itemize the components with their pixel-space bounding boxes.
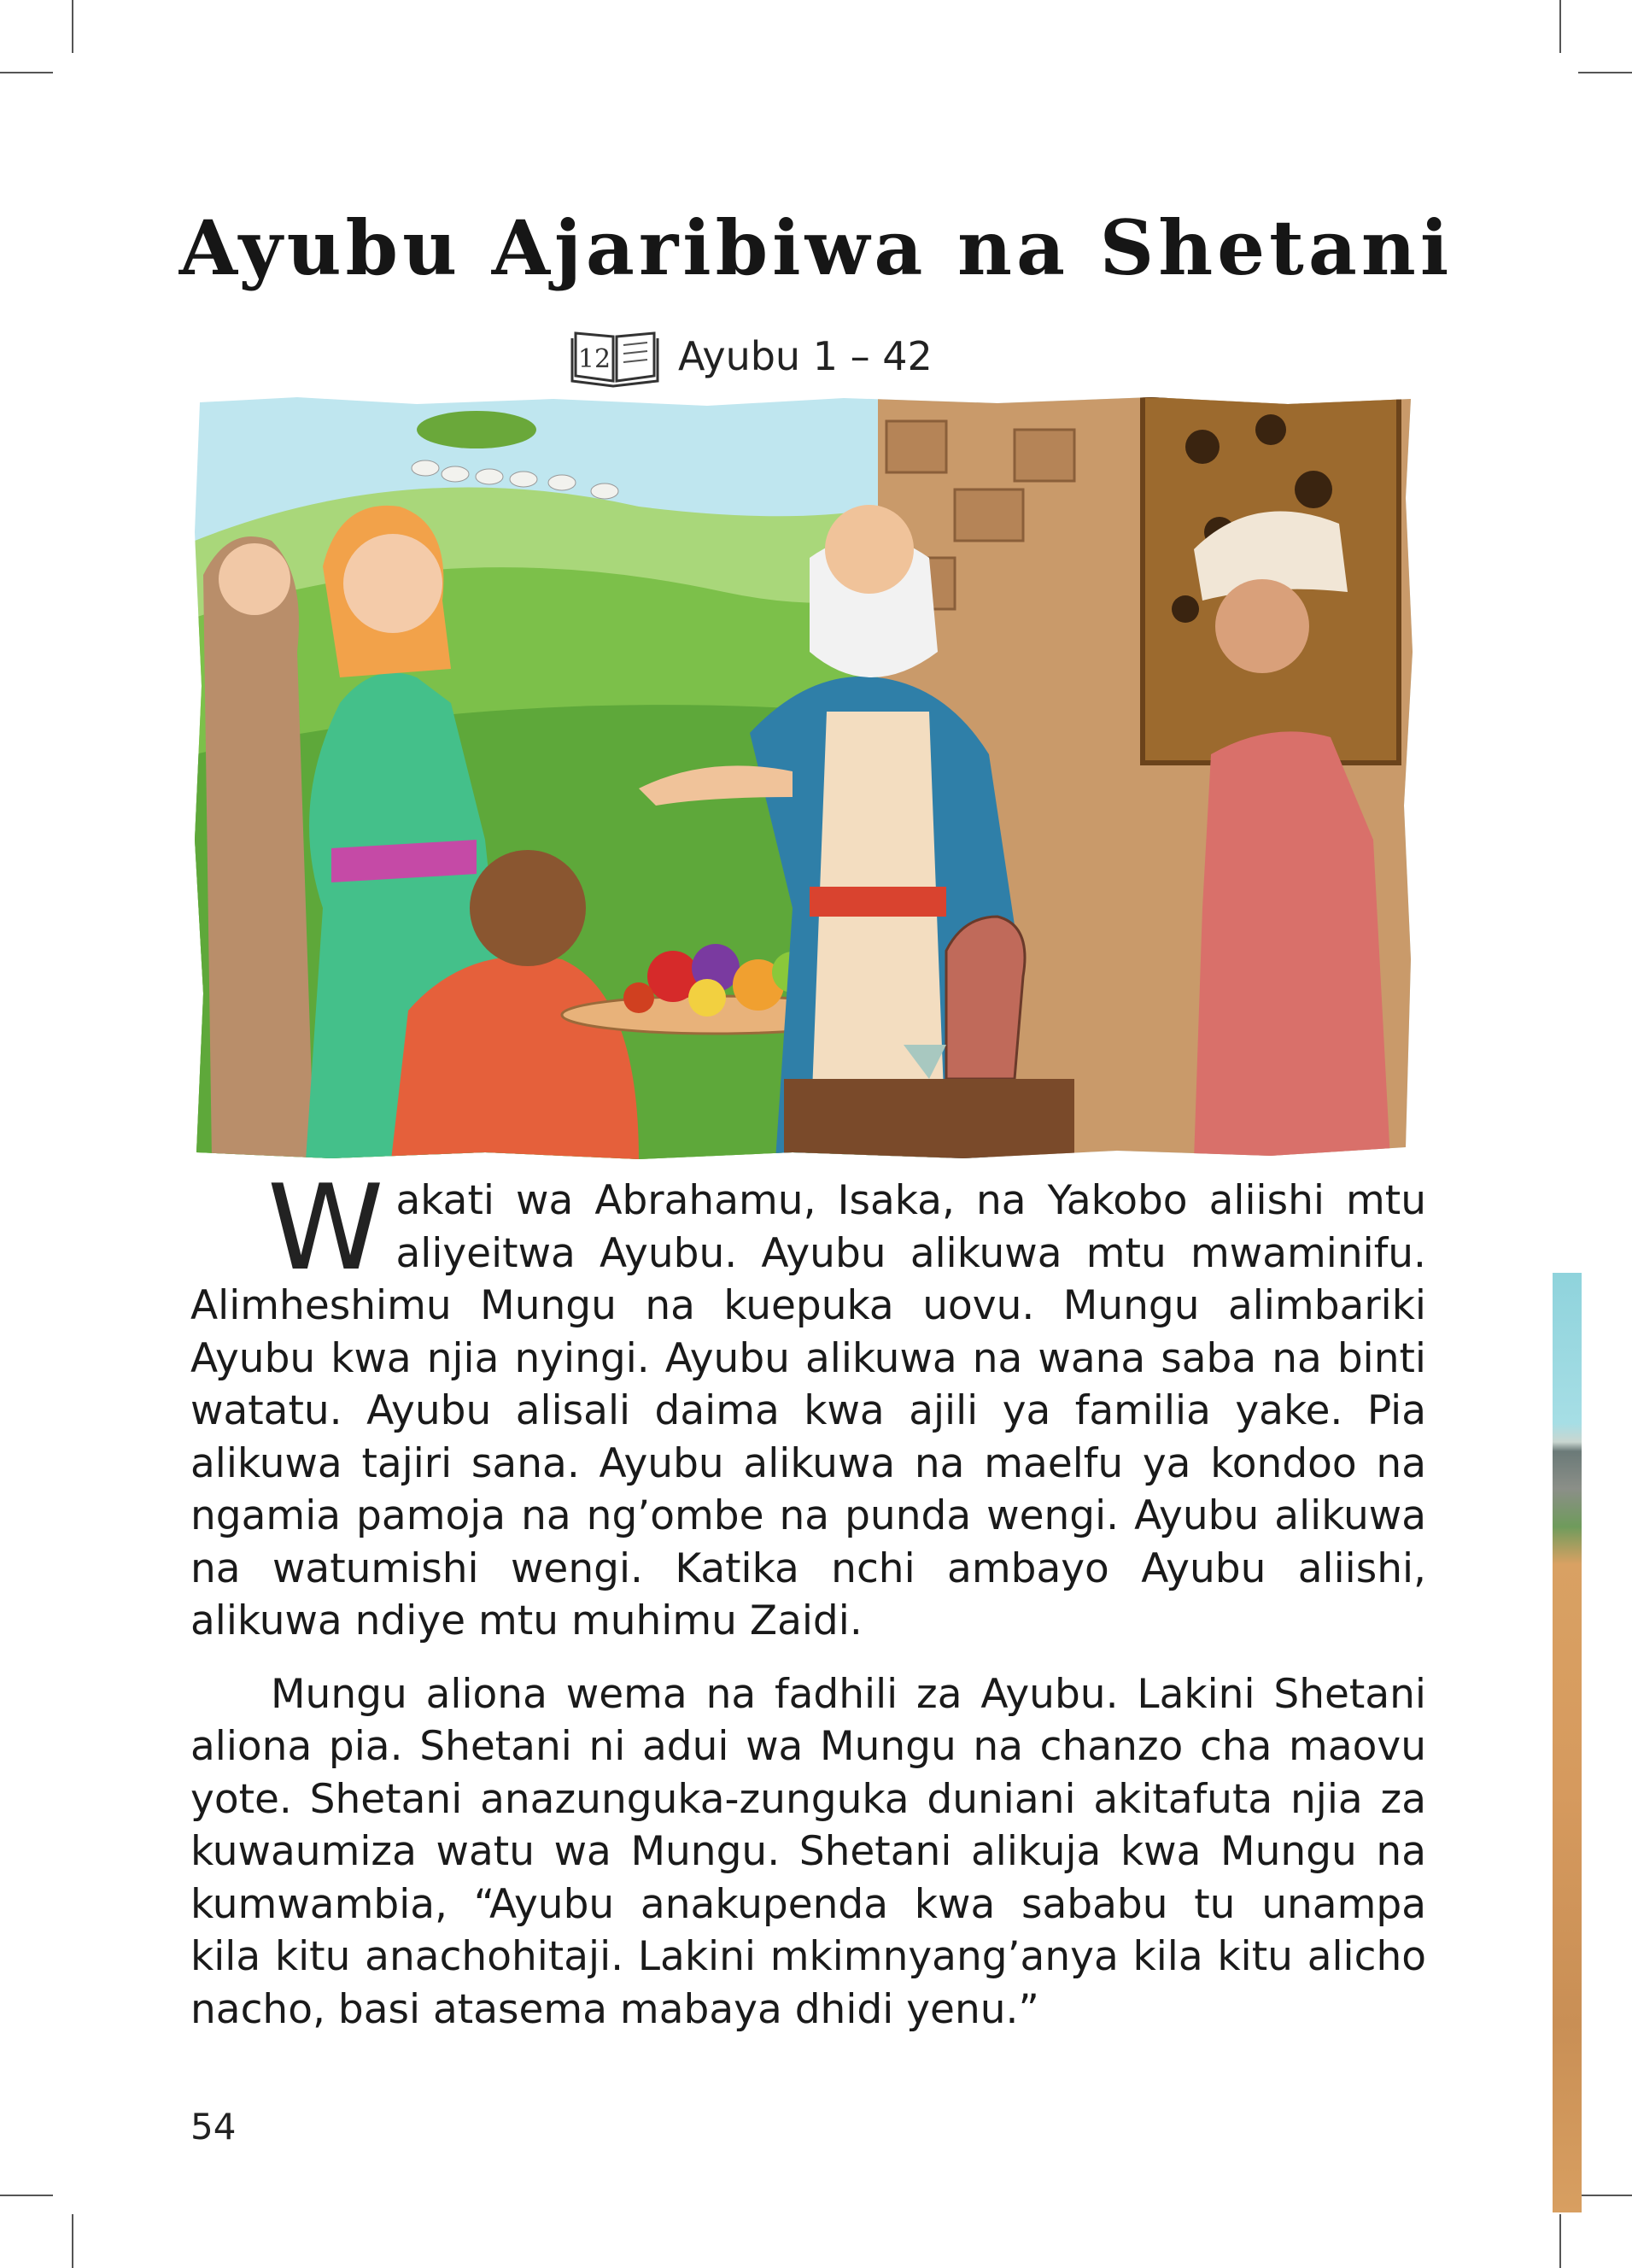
drop-cap: W: [267, 1159, 384, 1297]
crop-mark: [0, 72, 53, 73]
reference-text: Ayubu 1 – 42: [678, 333, 933, 379]
page-title: Ayubu Ajaribiwa na Shetani: [178, 203, 1454, 292]
crop-mark: [1559, 0, 1561, 53]
crop-mark: [1578, 72, 1632, 73]
crop-mark: [1559, 2214, 1561, 2268]
chapter-badge: 12: [577, 344, 611, 374]
page-number: 54: [190, 2106, 237, 2148]
scripture-reference: [570, 325, 933, 388]
crop-mark: [0, 2195, 53, 2196]
open-book-icon: [570, 325, 659, 388]
crop-mark: [1578, 2195, 1632, 2196]
story-illustration: [195, 396, 1414, 1160]
paragraph-1-text: akati wa Abrahamu, Isaka, na Yakobo aliishi mtu aliyeitwa Ayubu. Ayubu alikuwa mtu mwaminifu. Alimheshimu Mungu na kuepuka uovu. Mungu alimbariki Ayubu kwa njia nyingi. Ayubu alikuwa na wana saba na binti watatu. Ayubu alisali daima kwa ajili ya familia yake. Pia alikuwa tajiri sana. Ayubu alikuwa na maelfu ya kondoo na ngamia pamoja na ng’ombe na punda wengi. Ayubu alikuwa na watumishi wengi. Katika nchi ambayo Ayubu aliishi, alikuwa ndiye mtu muhimu Zaidi.: [190, 1177, 1426, 1644]
story-text: [190, 1159, 1426, 2036]
crop-mark: [72, 2214, 73, 2268]
crop-mark: [72, 0, 73, 53]
paragraph-2: Mungu aliona wema na fadhili za Ayubu. Lakini Shetani aliona pia. Shetani ni adui wa Mungu na chanzo cha maovu yote. Shetani anazunguka-zunguka duniani akitafuta njia za kuwaumiza watu wa Mungu. Shetani alikuja kwa Mungu na kumwambia, “Ayubu anakupenda kwa sababu tu unampa kila kitu anachohitaji. Lakini mkimnyang’anya kila kitu alicho nacho, basi atasema mabaya dhidi yenu.”: [190, 1670, 1426, 2033]
paragraph-1: [190, 1159, 1426, 1648]
next-page-edge: [1553, 1273, 1582, 2212]
